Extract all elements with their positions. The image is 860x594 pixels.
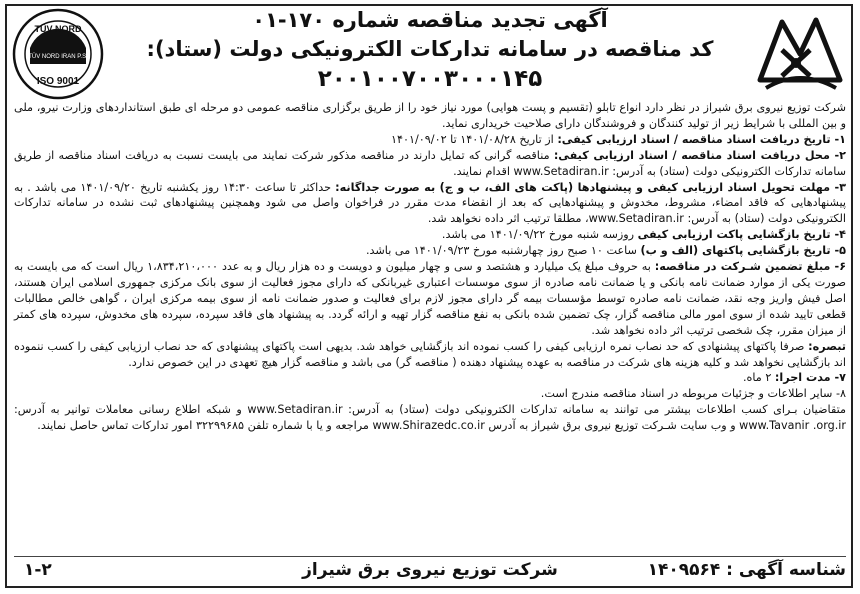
note-title: تبصره: [808,339,846,353]
item-3-text: حداکثر تا ساعت ۱۴:۳۰ روز یکشنبه تاریخ ۱۴۰۱/۰۹/۲۰ می باشد . به پیشنهادهایی که فاقد امضاء، مشروط، مخدوش و پیشنهادهایی که بعد از انقضاء مدت مقرر در فراخوان واصل می شود وهمچنین پیشنهادهای ثبت نشده در سامانه تدارکات الکترونیکی دولت (ستاد) به آدرس: www.Setadiran.ir، مطلقا ترتیب اثر داده نخواهد شد. [14,180,846,226]
logo-bottom-text: ISO 9001 [36,76,80,87]
item-5-title: ۵- تاریخ بازگشایی پاکتهای (الف و ب) [640,244,846,258]
note-text: صرفا پاکتهای پیشنهادی که حد نصاب نمره ارزیابی کیفی را کسب نموده اند بازگشایی خواهد شد. بدیهی است پاکتهای پیشنهادی که حد نصاب ارزیابی کیفی را کسب ننموده اند بازگشایی نخواهد شد و کلیه هزینه های شرکت در مناقصه به عهده پیشنهاد دهنده ( مناقصه گر) می باشد و مناقصه گزار هیچ تعهدی در این خصوص ندارد. [14,339,846,369]
item-8: ۸- سایر اطلاعات و جزئیات مربوطه در اسناد مناقصه مندرج است. [540,387,846,401]
footer-divider [14,556,846,557]
item-1 [14,132,846,148]
item-6 [14,259,846,339]
item-5 [14,243,846,259]
notice-footer [14,560,846,584]
company-emblem-logo [752,10,848,96]
tender-code-number: ۲۰۰۱۰۰۷۰۰۳۰۰۰۱۴۵ [317,66,543,92]
tender-code-label: کد مناقصه در سامانه تدارکات الکترونیکی دولت (ستاد): [146,37,714,61]
notice-title: آگهی تجدید مناقصه شماره ۱۷۰-۰۱ [252,8,608,32]
notice-body [14,100,846,434]
page-number: ۱-۲ [24,560,52,580]
ad-number: شناسه آگهی : ۱۴۰۹۵۶۴ [647,560,846,580]
item-2-text: مناقصه گرانی که تمایل دارند در مناقصه مذکور شرکت نمایند می بایست نسبت به دریافت اسناد مناقصه از طریق سامانه تدارکات الکترونیکی دولت (ستاد) به آدرس: www.Setadiran.ir اقدام نمایند. [14,148,846,178]
item-2 [14,148,846,180]
item-5-text: ساعت ۱۰ صبح روز چهارشنبه مورخ ۱۴۰۱/۰۹/۲۳ می باشد. [366,244,641,258]
item-2-title: ۲- محل دریافت اسناد مناقصه / اسناد ارزیابی کیفی: [553,148,846,162]
item-7 [14,370,846,386]
item-6-title: ۶- مبلغ تضمین شـرکت در مناقصه: [654,260,847,274]
closing-paragraph: متقاضیان بـرای کسب اطلاعات بیشتر می توانند به سامانه تدارکات الکترونیکی دولت (ستاد) به آدرس: www.Setadiran.ir و شبکه اطلاع رسانی معاملات توانیر به آدرس: www.Tavanir .org.ir و وب سایت شـرکت توزیع نیروی برق شیراز به آدرس www.Shirazedc.co.ir مراجعه و یا با شماره تلفن ۳۲۲۹۹۶۸۵ امور تدارکات تماس حاصل نمایند. [14,403,846,433]
note [14,339,846,371]
item-7-title: ۷- مدت اجرا: [774,371,846,385]
item-7-text: ۲ ماه. [742,371,775,385]
intro-paragraph: شرکت توزیع نیروی برق شیراز در نظر دارد انواع تابلو (تقسیم و پست هوایی) مورد نیاز خود را از طریق برگزاری مناقصه عمومی دو مرحله ای طبق استانداردهای وزارت نیرو، ملی و بین المللی با شرایط زیر از تولید کنندگان و فروشندگان دارای صلاحیت خریداری نماید. [14,101,846,130]
iso-certification-logo [12,8,104,100]
logo-top-text: TÜV NORD [34,24,82,34]
item-6-text: به حروف مبلغ یک میلیارد و هشتصد و سی و چهار میلیون و دویست و ده هزار ریال و به عدد ۱،۸۳۴،۲۱۰،۰۰۰ ریال است که می بایست به صورت یکی از موارد ضمانت نامه بانکی و یا ضمانت نامه صادره از سوی موسسات اعتباری غیربانکی که دارای مجوز فعالیت از سوی بانک مرکزی جمهوری اسلامی ایران هستند، اصل فیش واریز وجه نقد، ضمانت نامه صادره توسط مؤسسات بیمه گر دارای مجوز لازم برای فعالیت و صدور ضمانت نامه از سوی بیمه مرکزی ایران ، گواهی خالص مطالبات قطعی تایید شده از سوی امور مالی مناقصه گزار، چک تضمین شده بانکی به نفع مناقصه گزار تهیه و ارائه گردد. به پیشنهاد های فاقد سپرده، سپرده های مخدوش، سپرده های کمتر از میزان مقرر، چک شخصی ترتیب اثر داده نخواهد شد. [14,260,846,337]
item-1-text: از تاریخ ۱۴۰۱/۰۸/۲۸ تا ۱۴۰۱/۰۹/۰۲ [390,132,558,146]
logo-sub-text: TÜV NORD IRAN P.S. [28,54,88,60]
company-name: شرکت توزیع نیروی برق شیراز [302,560,558,580]
item-4-text: روزسه شنبه مورخ ۱۴۰۱/۰۹/۲۲ می باشد. [441,228,638,242]
item-3 [14,180,846,228]
item-4-title: ۴- تاریخ بازگشایی پاکت ارزیابی کیفی [637,228,846,242]
item-3-title: ۳- مهلت تحویل اسناد ارزیابی کیفی و پیشنهادها (پاکت های الف، ب و ج) به صورت جداگانه: [335,180,846,194]
notice-header [110,6,750,94]
item-4 [14,227,846,243]
item-1-title: ۱- تاریخ دریافت اسناد مناقصه / اسناد ارزیابی کیفی: [557,132,846,146]
